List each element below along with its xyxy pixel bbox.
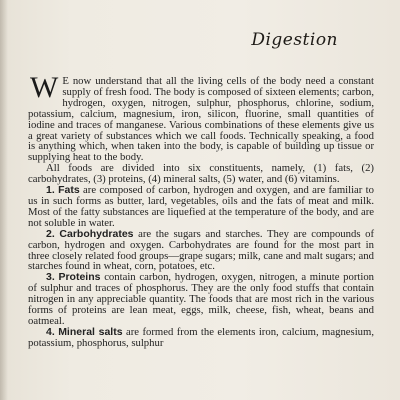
proteins-text: contain carbon, hydrogen, oxygen, nitrogen, a minute portion of sulphur and traces of phosphorus. They are the only food stuffs that contain nitrogen in any appreciable quantity. The foods that are most rich in the various forms of proteins are lean meat, eggs, milk, cheese, fish, wheat, beans and oatmeal. [28, 271, 375, 327]
carbohydrates-heading: Carbohydrates [59, 227, 134, 240]
constituents-paragraph: All foods are divided into six constituents, namely, (1) fats, (2) carbohydrates, (3) proteins, (4) mineral salts, (5) water, and (6) vitamins. [28, 162, 374, 186]
page-title: Digestion [251, 30, 338, 50]
carbohydrates-paragraph [28, 229, 374, 273]
proteins-paragraph [28, 272, 374, 327]
proteins-heading: Proteins [58, 271, 101, 284]
intro-text: E now understand that all the living cells of the body need a constant supply of fresh food. The body is composed of sixteen elements; carbon, hydrogen, oxygen, nitrogen, sulphur, phosphorus, chlorine, sodium, potassium, calcium, magnesium, iron, silicon, fluorine, small quantities of iodine and traces of manganese. Various combinations of these elements give us a great variety of substances which we call foods. Technically speaking, a food is anything which, when taken into the body, is capable of building up tissue or supplying heat to the body. [28, 75, 374, 164]
body-text [28, 71, 375, 349]
mineral-salts-number: 4. [46, 325, 55, 338]
carbohydrates-number: 2. [46, 227, 55, 240]
drop-cap: W [30, 71, 59, 104]
mineral-salts-text: are formed from the elements iron, calcium, magnesium, potassium, phosphorus, sulphur [28, 325, 374, 349]
mineral-salts-heading: Mineral salts [58, 325, 123, 338]
carbohydrates-text: are the sugars and starches. They are compounds of carbon, hydrogen and oxygen. Carbohydrates are found for the most part in three closely related food groups—grape sugars; milk, cane and malt sugars; and starches found in wheat, corn, potatoes, etc. [28, 227, 375, 273]
fats-text: are composed of carbon, hydrogen and oxygen, and are familiar to us in such forms as butter, lard, vegetables, oils and the fats of meat and milk. Most of the fatty substances are liquefied at the temperature of the body, and are not soluble in water. [28, 184, 374, 229]
fats-number: 1. [46, 184, 55, 197]
proteins-number: 3. [46, 271, 55, 284]
intro-paragraph [28, 71, 374, 164]
mineral-salts-paragraph [28, 327, 374, 349]
fats-heading: Fats [58, 184, 80, 197]
spine-shadow [0, 0, 8, 400]
fats-paragraph [28, 185, 374, 229]
